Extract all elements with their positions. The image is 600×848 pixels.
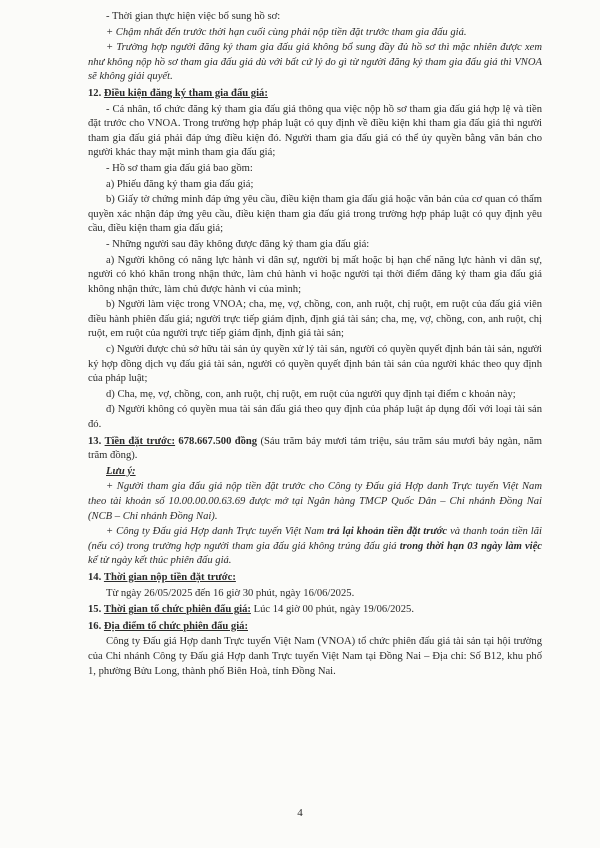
s12-para-4: b) Giấy tờ chứng minh đáp ứng yêu cầu, điều kiện tham gia đấu giá hoặc văn bản của cơ quan có thẩm quyền xác nhận đáp ứng yêu cầu, điều kiện tham gia đấu giá trong trường hợp pháp luật có quy định yêu cầu, điều kiện tham gia đấu giá;	[88, 194, 542, 235]
section-12-heading	[88, 87, 542, 102]
s12-para-8: c) Người được chủ sở hữu tài sản ủy quyền xử lý tài sản, người có quyền quyết định bán tài sản, người ký hợp đồng dịch vụ đấu giá tài sản, người có quyền quyết định bán tài sản của người khác theo quy định của pháp luật;	[88, 344, 542, 385]
s12-para-6: a) Người không có năng lực hành vi dân sự, người bị mất hoặc bị hạn chế năng lực hành vi dân sự, người có khó khăn trong nhận thức, làm chủ hành vi hoặc người tại thời điểm đăng ký tham gia đấu giá không nhận thức, làm chủ được hành vi của mình;	[88, 254, 542, 295]
s12-para-10: đ) Người không có quyền mua tài sản đấu giá theo quy định của pháp luật áp dụng đối với loại tài sản đó.	[88, 404, 542, 431]
note-2-part-c: và thanh toán tiền lãi (nếu có) trong trường hợp người tham gia đấu giá không trúng đấu giá	[88, 526, 542, 552]
deposit-amount: 678.667.500 đồng	[178, 435, 258, 447]
section-15-heading	[88, 603, 542, 618]
section-16-title: Địa điểm tổ chức phiên đấu giá:	[103, 620, 248, 632]
note-label-line	[88, 465, 542, 480]
s12-para-2: - Hồ sơ tham gia đấu giá bao gồm:	[106, 162, 253, 174]
section-13-number: 13.	[88, 435, 102, 447]
section-13-heading	[88, 435, 542, 464]
deposit-amount-words: (Sáu trăm bảy mươi tám triệu, sáu trăm sáu mươi bảy ngàn, năm trăm đồng).	[88, 435, 543, 462]
section-14-title: Thời gian nộp tiền đặt trước:	[103, 571, 236, 583]
section-15-title: Thời gian tổ chức phiên đấu giá:	[103, 604, 251, 616]
note-2-part-a: + Công ty Đấu giá Hợp danh Trực tuyến Việt Nam	[106, 526, 325, 538]
note-2-part-d: trong thời hạn 03 ngày làm việc	[399, 540, 543, 552]
s12-para-7: b) Người làm việc trong VNOA; cha, mẹ, vợ, chồng, con, anh ruột, chị ruột, em ruột của đấu giá viên điều hành phiên đấu giá; người trực tiếp giám định, định giá tài sản; cha, mẹ, vợ, chồng, con, anh ruột, chị ruột, em ruột của người trực tiếp giám định, định giá tài sản;	[88, 299, 542, 340]
note-label: Lưu ý:	[106, 465, 136, 477]
s12-para-1: - Cá nhân, tổ chức đăng ký tham gia đấu giá thông qua việc nộp hồ sơ tham gia đấu giá hợp lệ và tiền đặt trước cho VNOA. Trong trường hợp pháp luật có quy định về điều kiện khi tham gia đấu giá thì người tham gia đấu giá phải đáp ứng điều kiện đó. Người tham gia đấu giá có thể ủy quyền bằng văn bản cho người khác thay mặt mình tham gia đấu giá;	[88, 103, 542, 159]
note-2	[88, 525, 542, 569]
s12-para-3: a) Phiếu đăng ký tham gia đấu giá;	[106, 178, 254, 190]
s12-para-9: d) Cha, mẹ, vợ, chồng, con, anh ruột, chị ruột, em ruột của người quy định tại điểm c khoản này;	[106, 388, 516, 400]
supplement-deadline: + Chậm nhất đến trước thời hạn cuối cùng phải nộp tiền đặt trước tham gia đấu giá.	[106, 26, 467, 38]
supplement-failure-note: + Trường hợp người đăng ký tham gia đấu giá không bổ sung đầy đủ hồ sơ thì mặc nhiên được xem như không nộp hồ sơ tham gia đấu giá dù với bất cứ lý do gì từ người đăng ký tham gia đấu giá thì VNOA sẽ không giải quyết.	[88, 42, 542, 83]
section-15-text: Lúc 14 giờ 00 phút, ngày 19/06/2025.	[253, 604, 414, 616]
note-2-part-e: kể từ ngày kết thúc phiên đấu giá.	[88, 555, 232, 567]
section-14-number: 14.	[88, 571, 102, 583]
page-number: 4	[297, 807, 303, 819]
supplement-time-heading: - Thời gian thực hiện việc bổ sung hồ sơ:	[106, 11, 281, 22]
section-12-number: 12.	[88, 87, 102, 99]
section-12-title: Điều kiện đăng ký tham gia đấu giá:	[103, 87, 268, 99]
section-16-heading	[88, 620, 542, 635]
section-16-number: 16.	[88, 620, 102, 632]
note-2-part-b: trả lại khoản tiền đặt trước	[327, 526, 448, 538]
s12-para-5: - Những người sau đây không được đăng ký tham gia đấu giá:	[106, 238, 370, 250]
section-16-text: Công ty Đấu giá Hợp danh Trực tuyến Việt Nam (VNOA) tổ chức phiên đấu giá tài sản tại hội trường của Chi nhánh Công ty Đấu giá Hợp danh Trực tuyến Việt Nam tại Đồng Nai – Địa chỉ: Số B12, khu phố 1, phường Bửu Long, thành phố Biên Hoà, tỉnh Đồng Nai.	[88, 636, 542, 677]
section-15-number: 15.	[88, 604, 102, 616]
section-13-title: Tiền đặt trước:	[104, 435, 176, 447]
note-1: + Người tham gia đấu giá nộp tiền đặt trước cho Công ty Đấu giá Hợp danh Trực tuyến Việt Nam theo tài khoản số 10.00.00.00.63.69 được mở tại Ngân hàng TMCP Quốc Dân – Chi nhánh Đồng Nai (NCB – Chi nhánh Đồng Nai).	[88, 481, 542, 522]
section-14-heading	[88, 571, 542, 586]
section-14-text: Từ ngày 26/05/2025 đến 16 giờ 30 phút, ngày 16/06/2025.	[106, 587, 355, 599]
